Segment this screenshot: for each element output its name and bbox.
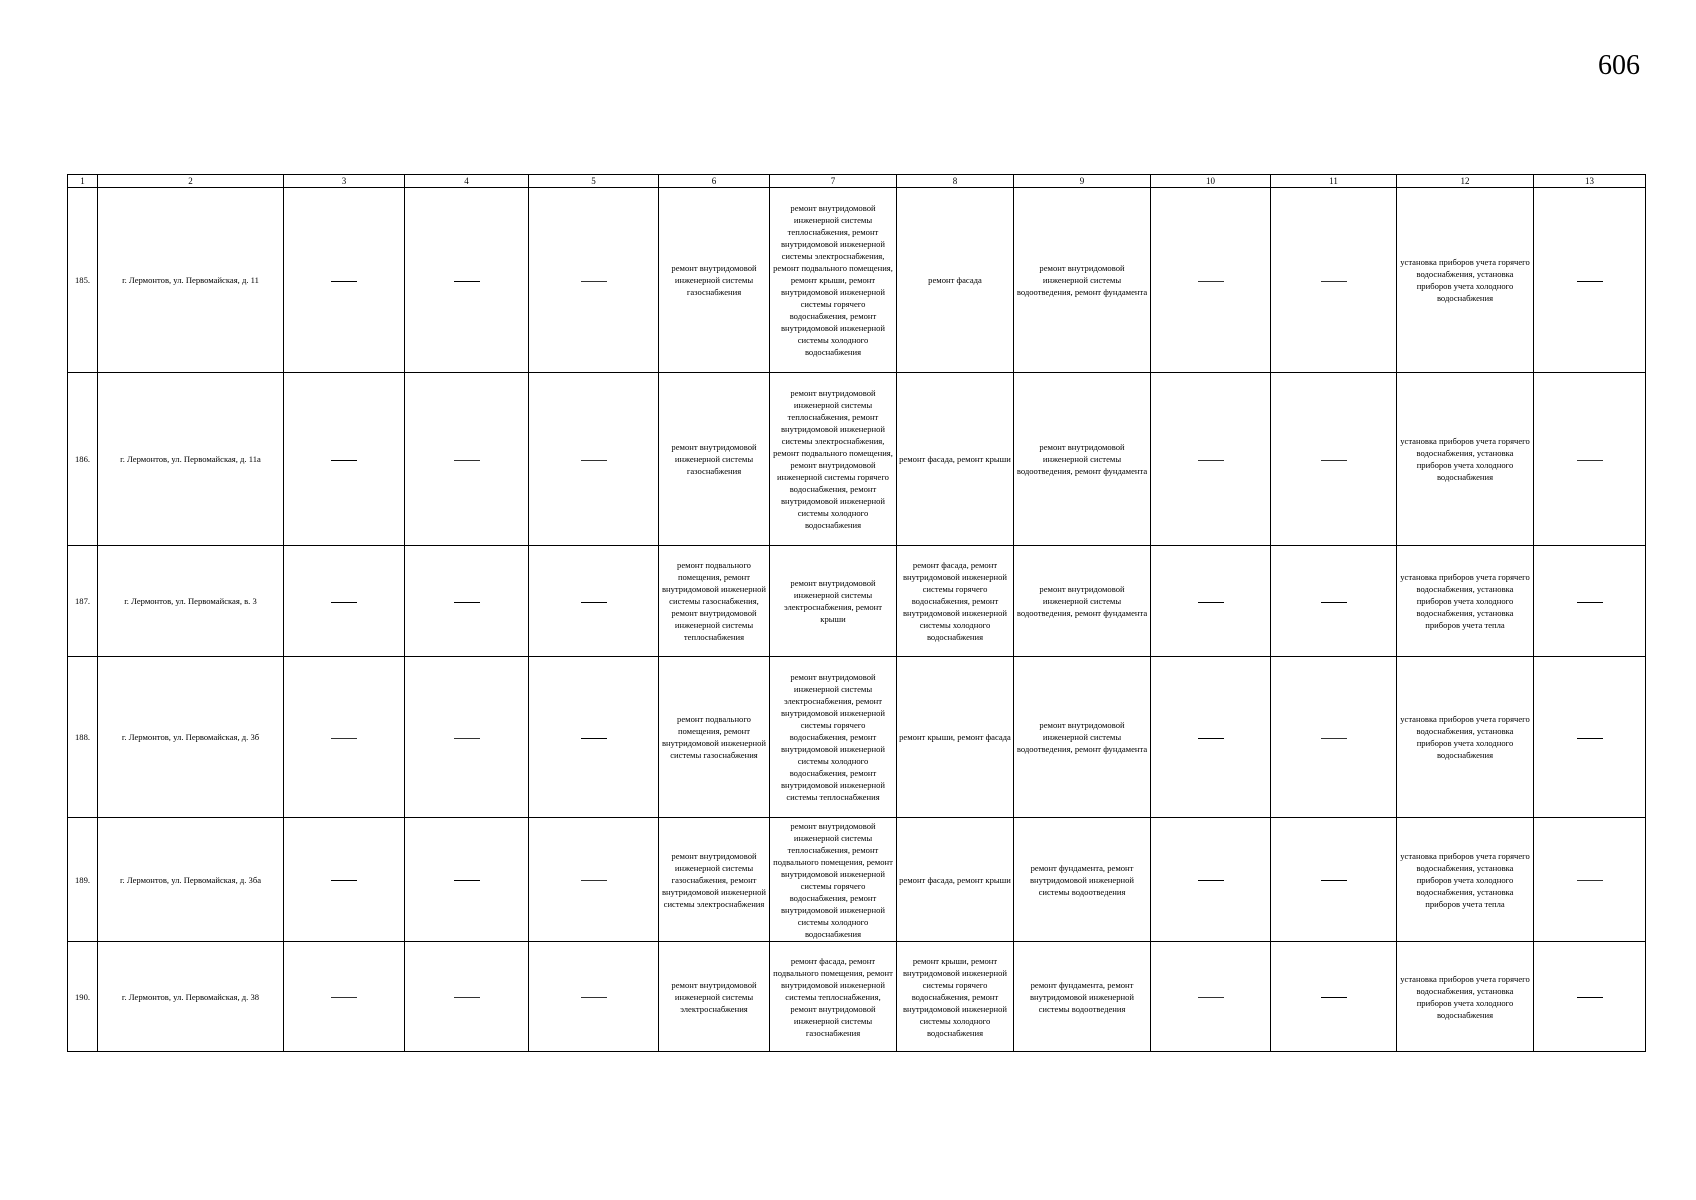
work-cell: ремонт фасада, ремонт крыши <box>897 373 1014 546</box>
dash-mark <box>1321 460 1347 461</box>
dash-mark <box>1321 997 1347 998</box>
work-cell: ремонт внутридомовой инженерной системы водоотведения, ремонт фундамента <box>1014 188 1151 373</box>
column-header: 8 <box>897 175 1014 188</box>
dash-mark <box>454 460 480 461</box>
work-cell: ремонт внутридомовой инженерной системы электроснабжения <box>659 942 770 1052</box>
dash-mark <box>1198 281 1224 282</box>
empty-cell <box>1151 188 1271 373</box>
empty-cell <box>1151 657 1271 818</box>
empty-cell <box>284 188 405 373</box>
empty-cell <box>1271 546 1397 657</box>
empty-cell <box>284 942 405 1052</box>
dash-mark <box>1321 738 1347 739</box>
dash-mark <box>1321 880 1347 881</box>
empty-cell <box>284 373 405 546</box>
work-cell: ремонт внутридомовой инженерной системы электроснабжения, ремонт внутридомовой инженерной системы горячего водоснабжения, ремонт внутридомовой инженерной системы холодного водоснабжения, ремонт внутридомовой инженерной системы теплоснабжения <box>770 657 897 818</box>
empty-cell <box>284 657 405 818</box>
dash-mark <box>581 460 607 461</box>
table-row <box>68 546 1646 657</box>
work-cell: ремонт крыши, ремонт фасада <box>897 657 1014 818</box>
column-header: 2 <box>98 175 284 188</box>
row-number: 186. <box>68 373 98 546</box>
address-cell: г. Лермонтов, ул. Первомайская, д. 11а <box>98 373 284 546</box>
address-cell: г. Лермонтов, ул. Первомайская, д. 3ба <box>98 818 284 942</box>
dash-mark <box>1577 602 1603 603</box>
work-cell: ремонт фасада, ремонт подвального помещения, ремонт внутридомовой инженерной системы теплоснабжения, ремонт внутридомовой инженерной системы газоснабжения <box>770 942 897 1052</box>
dash-mark <box>581 602 607 603</box>
empty-cell <box>1534 942 1646 1052</box>
metering-cell: установка приборов учета горячего водоснабжения, установка приборов учета холодного водоснабжения <box>1397 188 1534 373</box>
table-row <box>68 657 1646 818</box>
dash-mark <box>581 880 607 881</box>
empty-cell <box>1534 657 1646 818</box>
column-header: 12 <box>1397 175 1534 188</box>
work-cell: ремонт фундамента, ремонт внутридомовой инженерной системы водоотведения <box>1014 818 1151 942</box>
work-cell: ремонт фасада, ремонт крыши <box>897 818 1014 942</box>
work-cell: ремонт внутридомовой инженерной системы электроснабжения, ремонт крыши <box>770 546 897 657</box>
dash-mark <box>581 997 607 998</box>
work-cell: ремонт фасада <box>897 188 1014 373</box>
empty-cell <box>405 942 529 1052</box>
work-cell: ремонт внутридомовой инженерной системы теплоснабжения, ремонт внутридомовой инженерной системы электроснабжения, ремонт подвального помещения, ремонт крыши, ремонт внутридомовой инженерной системы горячего водоснабжения, ремонт внутридомовой инженерной системы холодного водоснабжения <box>770 188 897 373</box>
dash-mark <box>1577 460 1603 461</box>
dash-mark <box>1198 997 1224 998</box>
dash-mark <box>1577 880 1603 881</box>
dash-mark <box>1321 281 1347 282</box>
column-header: 5 <box>529 175 659 188</box>
dash-mark <box>1577 281 1603 282</box>
repair-plan-table <box>67 174 1646 1052</box>
dash-mark <box>454 281 480 282</box>
row-number: 190. <box>68 942 98 1052</box>
row-number: 189. <box>68 818 98 942</box>
column-header: 7 <box>770 175 897 188</box>
work-cell: ремонт внутридомовой инженерной системы водоотведения, ремонт фундамента <box>1014 657 1151 818</box>
dash-mark <box>454 997 480 998</box>
dash-mark <box>1198 738 1224 739</box>
empty-cell <box>529 188 659 373</box>
dash-mark <box>1577 997 1603 998</box>
empty-cell <box>1151 546 1271 657</box>
empty-cell <box>1534 188 1646 373</box>
metering-cell: установка приборов учета горячего водоснабжения, установка приборов учета холодного водоснабжения <box>1397 942 1534 1052</box>
metering-cell: установка приборов учета горячего водоснабжения, установка приборов учета холодного водоснабжения, установка приборов учета тепла <box>1397 818 1534 942</box>
empty-cell <box>405 546 529 657</box>
empty-cell <box>405 657 529 818</box>
metering-cell: установка приборов учета горячего водоснабжения, установка приборов учета холодного водоснабжения <box>1397 657 1534 818</box>
column-header: 9 <box>1014 175 1151 188</box>
work-cell: ремонт фундамента, ремонт внутридомовой инженерной системы водоотведения <box>1014 942 1151 1052</box>
empty-cell <box>529 818 659 942</box>
work-cell: ремонт подвального помещения, ремонт внутридомовой инженерной системы газоснабжения, ремонт внутридомовой инженерной системы теплоснабжения <box>659 546 770 657</box>
table-row <box>68 373 1646 546</box>
row-number: 188. <box>68 657 98 818</box>
empty-cell <box>1534 373 1646 546</box>
column-header: 10 <box>1151 175 1271 188</box>
metering-cell: установка приборов учета горячего водоснабжения, установка приборов учета холодного водоснабжения, установка приборов учета тепла <box>1397 546 1534 657</box>
work-cell: ремонт подвального помещения, ремонт внутридомовой инженерной системы газоснабжения <box>659 657 770 818</box>
empty-cell <box>1534 546 1646 657</box>
empty-cell <box>529 942 659 1052</box>
page-number: 606 <box>1598 50 1640 81</box>
work-cell: ремонт внутридомовой инженерной системы теплоснабжения, ремонт подвального помещения, ремонт внутридомовой инженерной системы горячего водоснабжения, ремонт внутридомовой инженерной системы холодного водоснабжения <box>770 818 897 942</box>
column-header: 6 <box>659 175 770 188</box>
address-cell: г. Лермонтов, ул. Первомайская, д. 38 <box>98 942 284 1052</box>
empty-cell <box>405 188 529 373</box>
empty-cell <box>1151 942 1271 1052</box>
work-cell: ремонт внутридомовой инженерной системы газоснабжения <box>659 373 770 546</box>
address-cell: г. Лермонтов, ул. Первомайская, д. 11 <box>98 188 284 373</box>
column-number-row <box>68 175 1646 188</box>
empty-cell <box>1271 188 1397 373</box>
work-cell: ремонт внутридомовой инженерной системы газоснабжения, ремонт внутридомовой инженерной системы электроснабжения <box>659 818 770 942</box>
work-cell: ремонт фасада, ремонт внутридомовой инженерной системы горячего водоснабжения, ремонт внутридомовой инженерной системы холодного водоснабжения <box>897 546 1014 657</box>
dash-mark <box>1198 880 1224 881</box>
empty-cell <box>1271 657 1397 818</box>
empty-cell <box>405 818 529 942</box>
empty-cell <box>405 373 529 546</box>
empty-cell <box>1271 942 1397 1052</box>
dash-mark <box>581 738 607 739</box>
empty-cell <box>1151 818 1271 942</box>
address-cell: г. Лермонтов, ул. Первомайская, в. 3 <box>98 546 284 657</box>
dash-mark <box>1198 602 1224 603</box>
dash-mark <box>331 738 357 739</box>
dash-mark <box>1577 738 1603 739</box>
address-cell: г. Лермонтов, ул. Первомайская, д. 3б <box>98 657 284 818</box>
work-cell: ремонт внутридомовой инженерной системы газоснабжения <box>659 188 770 373</box>
work-cell: ремонт внутридомовой инженерной системы водоотведения, ремонт фундамента <box>1014 546 1151 657</box>
column-header: 13 <box>1534 175 1646 188</box>
empty-cell <box>529 657 659 818</box>
dash-mark <box>1321 602 1347 603</box>
empty-cell <box>529 546 659 657</box>
empty-cell <box>1534 818 1646 942</box>
dash-mark <box>331 997 357 998</box>
dash-mark <box>454 602 480 603</box>
table-row <box>68 942 1646 1052</box>
dash-mark <box>581 281 607 282</box>
metering-cell: установка приборов учета горячего водоснабжения, установка приборов учета холодного водоснабжения <box>1397 373 1534 546</box>
dash-mark <box>331 880 357 881</box>
table-row <box>68 188 1646 373</box>
empty-cell <box>284 546 405 657</box>
table-row <box>68 818 1646 942</box>
dash-mark <box>331 281 357 282</box>
empty-cell <box>1271 818 1397 942</box>
row-number: 185. <box>68 188 98 373</box>
column-header: 3 <box>284 175 405 188</box>
dash-mark <box>331 602 357 603</box>
empty-cell <box>284 818 405 942</box>
work-cell: ремонт внутридомовой инженерной системы теплоснабжения, ремонт внутридомовой инженерной системы электроснабжения, ремонт подвального помещения, ремонт внутридомовой инженерной системы горячего водоснабжения, ремонт внутридомовой инженерной системы холодного водоснабжения <box>770 373 897 546</box>
empty-cell <box>529 373 659 546</box>
column-header: 11 <box>1271 175 1397 188</box>
row-number: 187. <box>68 546 98 657</box>
empty-cell <box>1271 373 1397 546</box>
dash-mark <box>454 738 480 739</box>
column-header: 1 <box>68 175 98 188</box>
empty-cell <box>1151 373 1271 546</box>
column-header: 4 <box>405 175 529 188</box>
dash-mark <box>331 460 357 461</box>
dash-mark <box>454 880 480 881</box>
work-cell: ремонт крыши, ремонт внутридомовой инженерной системы горячего водоснабжения, ремонт внутридомовой инженерной системы холодного водоснабжения <box>897 942 1014 1052</box>
dash-mark <box>1198 460 1224 461</box>
work-cell: ремонт внутридомовой инженерной системы водоотведения, ремонт фундамента <box>1014 373 1151 546</box>
